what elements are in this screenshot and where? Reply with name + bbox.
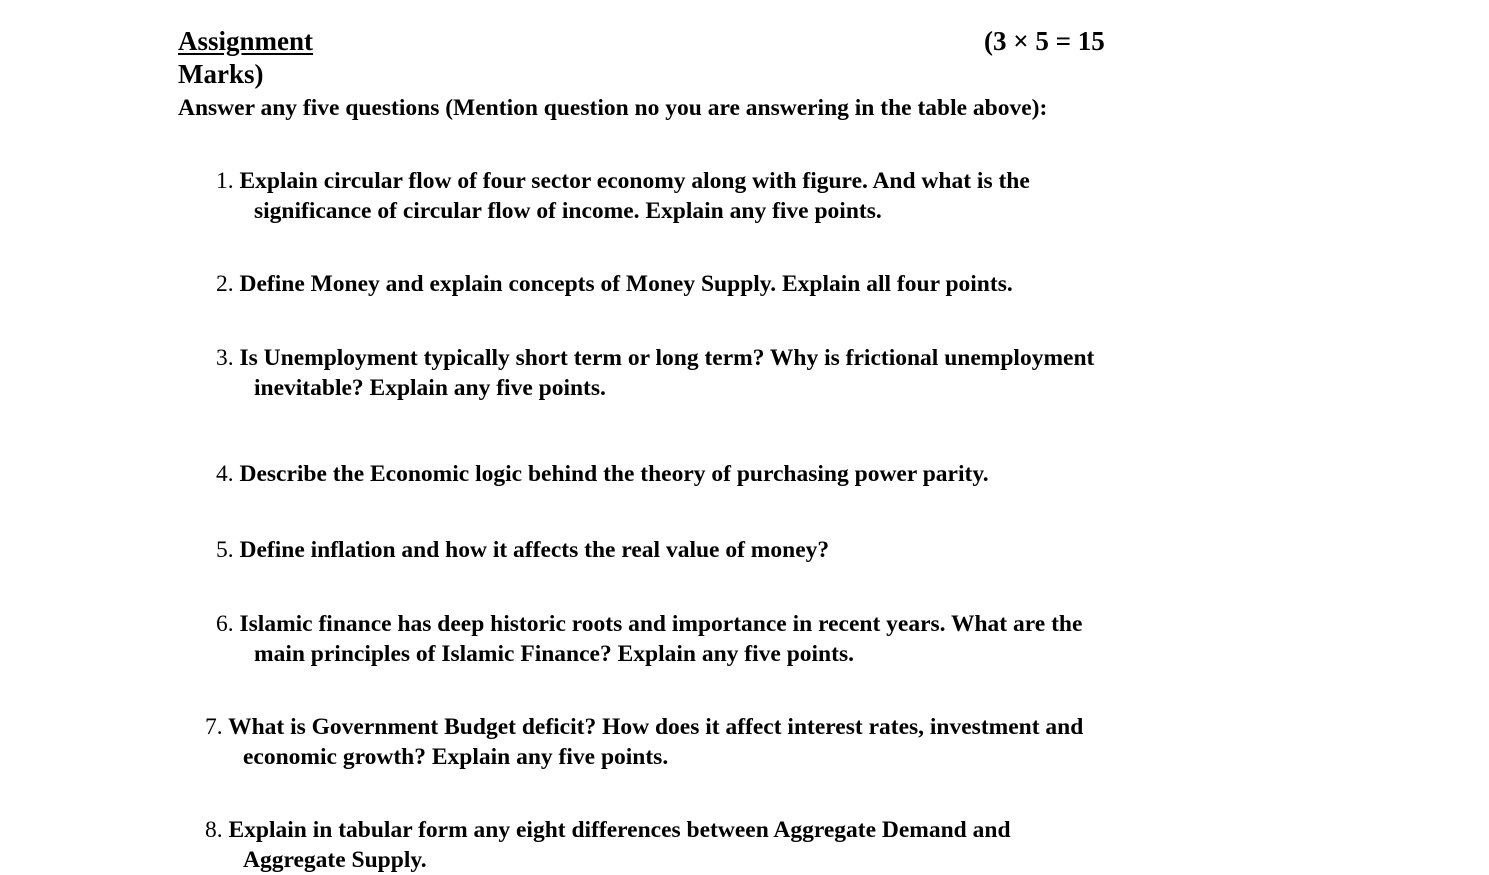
instructions: Answer any five questions (Mention question no you are answering in the table above): [178, 95, 1048, 121]
assignment-title: Assignment [178, 26, 314, 56]
question-7 [205, 712, 1083, 772]
question-8 [205, 815, 1011, 875]
question-text: Explain circular flow of four sector economy along with figure. And what is the [239, 168, 1030, 194]
question-text: Define Money and explain concepts of Money Supply. Explain all four points. [239, 271, 1013, 297]
question-text-continued: main principles of Islamic Finance? Explain any five points. [254, 641, 854, 667]
marks-allocation: (3 × 5 = 15 [984, 26, 1105, 56]
question-text: Is Unemployment typically short term or long term? Why is frictional unemployment [239, 345, 1095, 371]
question-number: 2. [216, 271, 234, 297]
question-text: What is Government Budget deficit? How does it affect interest rates, investment and [228, 714, 1084, 740]
question-number: 3. [216, 345, 234, 371]
question-3 [216, 343, 1094, 403]
question-text-continued: significance of circular flow of income. Explain any five points. [254, 198, 882, 224]
question-number: 6. [216, 611, 234, 637]
question-6 [216, 609, 1082, 669]
question-5 [216, 535, 829, 565]
question-text: Explain in tabular form any eight differences between Aggregate Demand and [228, 817, 1011, 843]
question-number: 1. [216, 168, 234, 194]
question-text-continued: Aggregate Supply. [243, 847, 427, 873]
question-number: 5. [216, 537, 234, 563]
question-1 [216, 166, 1030, 226]
marks-allocation-continued: Marks) [178, 59, 264, 89]
question-number: 8. [205, 817, 223, 843]
question-number: 4. [216, 461, 234, 487]
question-text-continued: economic growth? Explain any five points. [243, 744, 669, 770]
question-text: Define inflation and how it affects the real value of money? [239, 537, 830, 563]
question-4 [216, 459, 989, 489]
question-2 [216, 269, 1013, 299]
question-text-continued: inevitable? Explain any five points. [254, 375, 606, 401]
question-number: 7. [205, 714, 223, 740]
question-text: Describe the Economic logic behind the theory of purchasing power parity. [239, 461, 989, 487]
question-text: Islamic finance has deep historic roots and importance in recent years. What are the [239, 611, 1083, 637]
